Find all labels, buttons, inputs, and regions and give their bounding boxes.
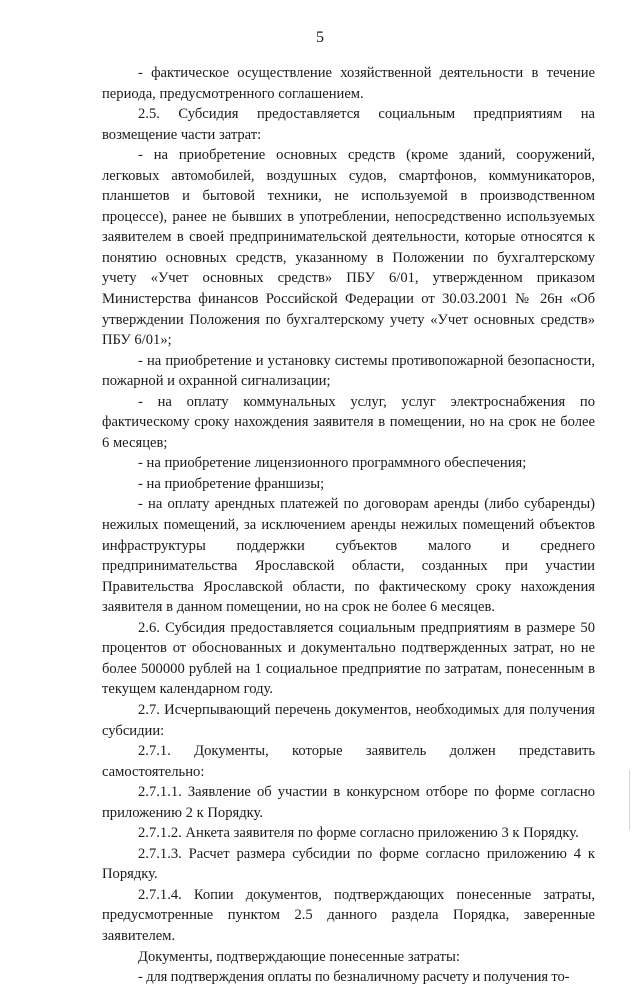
paragraph: - на оплату арендных платежей по договорам аренды (либо субаренды) нежилых помещений, за исключением аренды нежилых помещений объектов инфраструктуры поддержки субъектов малого и среднего предпринимательства Ярославской области, созданных при участии Правительства Ярославской области, по фактическому сроку нахождения заявителя в данном помещении, но на срок не более 6 месяцев. — [102, 496, 595, 616]
page-number: 5 — [316, 29, 324, 46]
paragraph: - для подтверждения оплаты по безналичному расчету и получения то- — [138, 969, 570, 986]
paragraph: 2.5. Субсидия предоставляется социальным предприятиям на возмещение части затрат: — [102, 106, 595, 143]
paragraph: - на приобретение франшизы; — [138, 475, 325, 492]
paragraph: 2.7.1.4. Копии документов, подтверждающих понесенные затраты, предусмотренные пунктом 2.5 данного раздела Порядка, заверенные заявителем. — [102, 886, 595, 944]
paragraph: - на приобретение лицензионного программного обеспечения; — [138, 455, 527, 472]
scan-edge-line — [629, 770, 630, 830]
paragraph: 2.7.1. Документы, которые заявитель должен представить самостоятельно: — [102, 743, 595, 780]
paragraph: 2.7.1.3. Расчет размера субсидии по форме согласно приложению 4 к Порядку. — [102, 845, 595, 883]
paragraph: - на приобретение основных средств (кроме зданий, сооружений, легковых автомобилей, воздушных судов, смартфонов, коммуникаторов, планшетов и бытовой техники, не используемой в производственном процессе), ранее не бывших в употреблении, непосредственно используемых заявителем в своей предпринимательской деятельности, которые относятся к понятию основных средств, указанному в Положении по бухгалтерскому учету «Учет основных средств» ПБУ 6/01, утвержденном приказом Министерства финансов Российской Федерации от 30.03.2001 № 26н «Об утверждении Положения по бухгалтерскому учету «Учет основных средств» ПБУ 6/01»; — [102, 147, 595, 349]
paragraph: 2.7. Исчерпывающий перечень документов, необходимых для получения субсидии: — [102, 701, 595, 739]
paragraph: - на приобретение и установку системы противопожарной безопасности, пожарной и охранной сигнализации; — [102, 352, 595, 390]
paragraph: - фактическое осуществление хозяйственной деятельности в течение периода, предусмотренного соглашением. — [102, 65, 595, 102]
paragraph: 2.7.1.2. Анкета заявителя по форме согласно приложению 3 к Порядку. — [138, 825, 579, 842]
document-body — [102, 63, 595, 988]
paragraph: - на оплату коммунальных услуг, услуг электроснабжения по фактическому сроку нахождения заявителя в помещении, но на срок не более 6 месяцев; — [102, 393, 595, 451]
paragraph: 2.6. Субсидия предоставляется социальным предприятиям в размере 50 процентов от обоснованных и документально подтвержденных затрат, но не более 500000 рублей на 1 социальное предприятие по затратам, понесенным в текущем календарном году. — [102, 619, 595, 698]
paragraph: Документы, подтверждающие понесенные затраты: — [138, 948, 460, 965]
paragraph: 2.7.1.1. Заявление об участии в конкурсном отборе по форме согласно приложению 2 к Порядку. — [102, 784, 595, 821]
